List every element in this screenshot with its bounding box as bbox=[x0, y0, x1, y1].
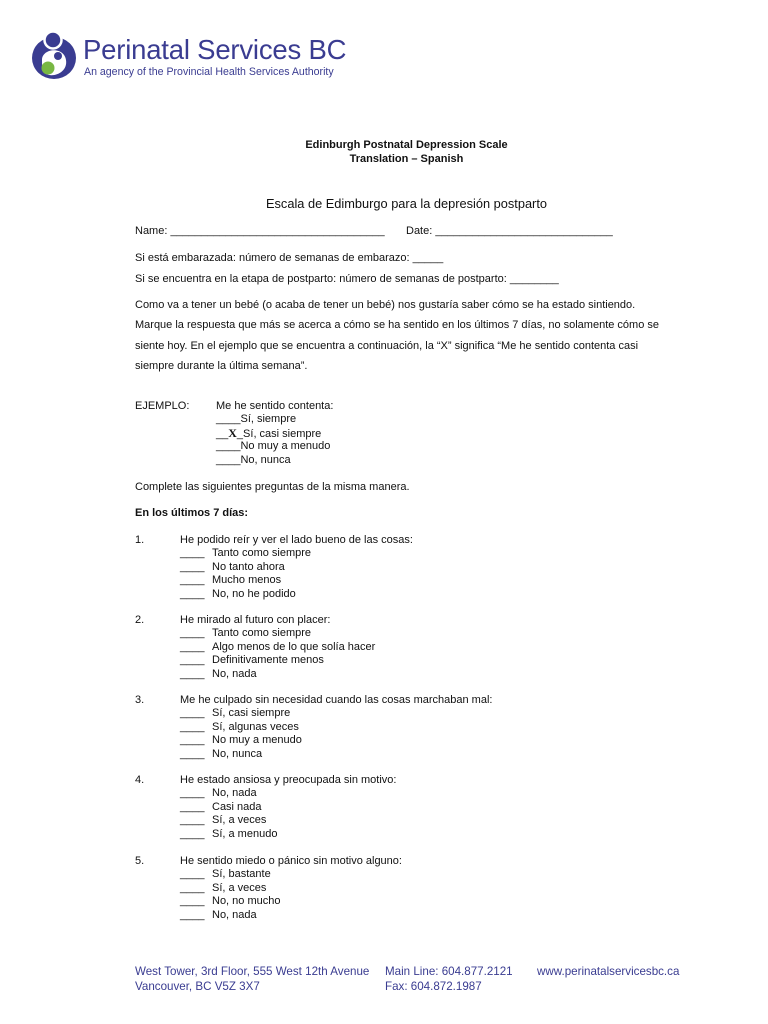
answer-blank[interactable]: ____ bbox=[180, 627, 205, 640]
postpartum-weeks-field[interactable]: Si se encuentra en la etapa de postparto: número de semanas de postparto: ________ bbox=[135, 273, 559, 285]
footer-website-link[interactable]: www.perinatalservicesbc.ca bbox=[537, 965, 680, 978]
answer-option[interactable] bbox=[180, 733, 302, 747]
question-text: Me he culpado sin necesidad cuando las cosas marchaban mal: bbox=[180, 694, 493, 706]
answer-blank[interactable]: ____ bbox=[180, 881, 205, 894]
instruction-text: Complete las siguientes preguntas de la misma manera. bbox=[135, 481, 410, 493]
question-number: 1. bbox=[135, 534, 145, 546]
example-question: Me he sentido contenta: bbox=[216, 400, 334, 412]
question-text: He podido reír y ver el lado bueno de las cosas: bbox=[180, 534, 413, 546]
option-text: No, nada bbox=[212, 787, 257, 800]
option-text: No, nada bbox=[212, 667, 257, 680]
answer-option[interactable] bbox=[180, 881, 266, 895]
answer-blank[interactable]: ____ bbox=[180, 827, 205, 840]
period-heading: En los últimos 7 días: bbox=[135, 507, 249, 519]
answer-blank[interactable]: ____ bbox=[180, 814, 205, 827]
answer-option[interactable] bbox=[180, 800, 262, 814]
option-text: Sí, casi siempre bbox=[212, 707, 291, 720]
option-text: Definitivamente menos bbox=[212, 654, 324, 667]
answer-blank[interactable]: ____ bbox=[180, 720, 205, 733]
example-option bbox=[216, 439, 330, 453]
answer-option[interactable] bbox=[180, 587, 296, 601]
answer-option[interactable] bbox=[180, 813, 266, 827]
answer-option[interactable] bbox=[180, 786, 257, 800]
answer-option[interactable] bbox=[180, 546, 311, 560]
answer-blank[interactable]: ____ bbox=[180, 547, 205, 560]
answer-blank[interactable]: ____ bbox=[180, 747, 205, 760]
question-number: 5. bbox=[135, 855, 145, 867]
question-number: 2. bbox=[135, 614, 145, 626]
document-title: Edinburgh Postnatal Depression Scale bbox=[305, 139, 508, 151]
intro-line: Marque la respuesta que más se acerca a cómo se ha sentido en los últimos 7 días, no solamente cómo se bbox=[135, 319, 660, 331]
answer-blank[interactable]: ____ bbox=[180, 868, 205, 881]
intro-line: siente hoy. En el ejemplo que se encuentra a continuación, la “X” significa “Me he sentido contenta casi bbox=[135, 340, 639, 352]
date-field[interactable] bbox=[406, 224, 613, 238]
answer-option[interactable] bbox=[180, 894, 280, 908]
question-number: 4. bbox=[135, 774, 145, 786]
option-text: Casi nada bbox=[212, 800, 262, 813]
answer-blank: ____ bbox=[216, 454, 241, 466]
answer-option[interactable] bbox=[180, 706, 290, 720]
option-text: Tanto como siempre bbox=[212, 627, 312, 640]
option-text: Sí, a veces bbox=[212, 814, 267, 827]
question-text: He sentido miedo o pánico sin motivo alguno: bbox=[180, 855, 402, 867]
answer-option[interactable] bbox=[180, 653, 324, 667]
answer-blank[interactable]: ____ bbox=[180, 787, 205, 800]
answer-blank[interactable]: ____ bbox=[180, 640, 205, 653]
option-text: No muy a menudo bbox=[240, 440, 331, 452]
option-text: Mucho menos bbox=[212, 574, 282, 587]
pregnancy-weeks-field[interactable]: Si está embarazada: número de semanas de embarazo: _____ bbox=[135, 252, 444, 264]
org-name: Perinatal Services BC bbox=[83, 34, 347, 65]
answer-blank[interactable]: ____ bbox=[180, 800, 205, 813]
answer-option[interactable] bbox=[180, 867, 271, 881]
option-text: Algo menos de lo que solía hacer bbox=[212, 640, 376, 653]
answer-option[interactable] bbox=[180, 560, 285, 574]
answer-blank: _ bbox=[236, 428, 244, 440]
option-text: Sí, siempre bbox=[240, 413, 297, 425]
option-text: No, nada bbox=[212, 908, 257, 921]
option-text: No, no mucho bbox=[212, 895, 281, 908]
logo-mark-icon bbox=[30, 30, 80, 82]
org-tagline: An agency of the Provincial Health Services Authority bbox=[84, 66, 334, 78]
answer-option[interactable] bbox=[180, 720, 299, 734]
answer-option[interactable] bbox=[180, 827, 277, 841]
document-translation: Translation – Spanish bbox=[349, 153, 464, 165]
answer-blank[interactable]: ____ bbox=[180, 654, 205, 667]
footer-fax: Fax: 604.872.1987 bbox=[385, 980, 482, 993]
name-line[interactable]: ___________________________________ bbox=[170, 225, 385, 237]
question-number: 3. bbox=[135, 694, 145, 706]
answer-blank[interactable]: ____ bbox=[180, 560, 205, 573]
option-text: Sí, casi siempre bbox=[243, 428, 322, 440]
option-text: No, nunca bbox=[240, 454, 291, 466]
option-text: No tanto ahora bbox=[212, 560, 285, 573]
answer-blank: __ bbox=[216, 428, 229, 440]
org-logo bbox=[30, 30, 347, 86]
footer-main-line: Main Line: 604.877.2121 bbox=[385, 965, 513, 978]
date-label: Date: bbox=[406, 225, 433, 237]
answer-blank[interactable]: ____ bbox=[180, 667, 205, 680]
footer-address-line-1: West Tower, 3rd Floor, 555 West 12th Avenue bbox=[135, 965, 370, 978]
answer-option[interactable] bbox=[180, 667, 257, 681]
answer-blank[interactable]: ____ bbox=[180, 587, 205, 600]
answer-blank: ____ bbox=[216, 413, 241, 425]
date-line[interactable]: _____________________________ bbox=[435, 225, 613, 237]
option-text: No, no he podido bbox=[212, 587, 296, 600]
option-text: Tanto como siempre bbox=[212, 547, 312, 560]
intro-line: Como va a tener un bebé (o acaba de tener un bebé) nos gustaría saber cómo se ha estado sintiendo. bbox=[135, 299, 636, 311]
option-text: Sí, bastante bbox=[212, 868, 271, 881]
answer-option[interactable] bbox=[180, 626, 311, 640]
option-text: No, nunca bbox=[212, 747, 263, 760]
document-subtitle: Escala de Edimburgo para la depresión postparto bbox=[266, 196, 547, 211]
x-mark: X bbox=[228, 426, 237, 440]
example-option bbox=[216, 453, 291, 467]
answer-blank: ____ bbox=[216, 440, 241, 452]
option-text: Sí, a menudo bbox=[212, 827, 278, 840]
answer-blank[interactable]: ____ bbox=[180, 707, 205, 720]
answer-option[interactable] bbox=[180, 908, 257, 922]
footer-address-line-2: Vancouver, BC V5Z 3X7 bbox=[135, 980, 260, 993]
option-text: Sí, a veces bbox=[212, 881, 267, 894]
answer-option[interactable] bbox=[180, 747, 262, 761]
answer-blank[interactable]: ____ bbox=[180, 734, 205, 747]
answer-blank[interactable]: ____ bbox=[180, 908, 205, 921]
answer-option[interactable] bbox=[180, 640, 375, 654]
example-label: EJEMPLO: bbox=[135, 400, 190, 412]
example-option bbox=[216, 412, 296, 426]
intro-line: siempre durante la última semana”. bbox=[135, 360, 308, 372]
answer-blank[interactable]: ____ bbox=[180, 895, 205, 908]
option-text: Sí, algunas veces bbox=[212, 720, 299, 733]
question-text: He estado ansiosa y preocupada sin motivo: bbox=[180, 774, 397, 786]
name-label: Name: bbox=[135, 225, 168, 237]
option-text: No muy a menudo bbox=[212, 734, 302, 747]
question-text: He mirado al futuro con placer: bbox=[180, 614, 331, 626]
answer-option[interactable] bbox=[180, 573, 281, 587]
answer-blank[interactable]: ____ bbox=[180, 574, 205, 587]
name-field[interactable] bbox=[135, 224, 385, 238]
